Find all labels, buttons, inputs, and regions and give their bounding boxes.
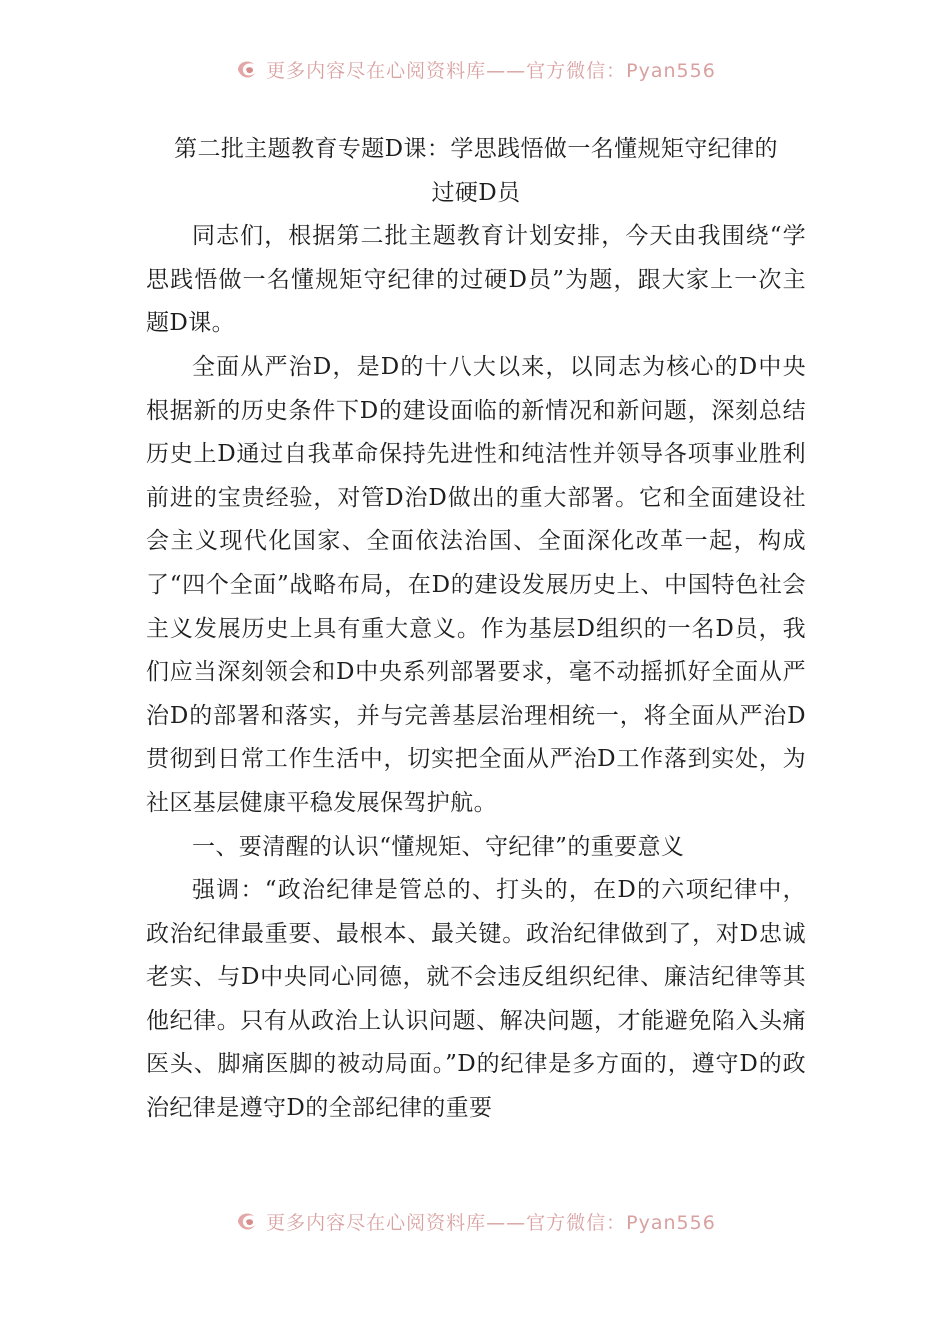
paragraph-overview: 全面从严治D，是D的十八大以来，以同志为核心的D中央根据新的历史条件下D的建设面临的新情况和新问题，深刻总结历史上D通过自我革命保持先进性和纯洁性并领导各项事业胜利前进的宝贵经验，对管D治D做出的重大部署。它和全面建设社会主义现代化国家、全面依法治国、全面深化改革一起，构成了“四个全面”战略布局，在D的建设发展历史上、中国特色社会主义发展历史上具有重大意义。作为基层D组织的一名D员，我们应当深刻领会和D中央系列部署要求，毫不动摇抓好全面从严治D的部署和落实，并与完善基层治理相统一，将全面从严治D贯彻到日常工作生活中，切实把全面从严治D工作落到实处，为社区基层健康平稳发展保驾护航。: [146, 353, 806, 816]
watermark-text: 更多内容尽在心阅资料库——官方微信：Pyan556: [266, 1211, 716, 1234]
document-body: [146, 128, 806, 1131]
logo-icon: [234, 1208, 260, 1234]
document-title: [146, 128, 806, 215]
paragraph-intro: 同志们，根据第二批主题教育计划安排，今天由我围绕“学思践悟做一名懂规矩守纪律的过硬D员”为题，跟大家上一次主题D课。: [146, 223, 806, 337]
watermark-text: 更多内容尽在心阅资料库——官方微信：Pyan556: [266, 59, 716, 82]
title-line-1: 第二批主题教育专题D课：学思践悟做一名懂规矩守纪律的: [174, 136, 778, 162]
paragraph-section-1: 强调：“政治纪律是管总的、打头的，在D的六项纪律中，政治纪律最重要、最根本、最关键。政治纪律做到了，对D忠诚老实、与D中央同心同德，就不会违反组织纪律、廉洁纪律等其他纪律。只有从政治上认识问题、解决问题，才能避免陷入头痛医头、脚痛医脚的被动局面。”D的纪律是多方面的，遵守D的政治纪律是遵守D的全部纪律的重要: [146, 877, 806, 1122]
section-heading: 一、要清醒的认识“懂规矩、守纪律”的重要意义: [192, 833, 685, 860]
watermark-banner-bottom: [0, 1206, 950, 1236]
watermark-banner-top: [0, 54, 950, 84]
logo-icon: [234, 56, 260, 82]
title-line-2: 过硬D员: [431, 179, 521, 206]
